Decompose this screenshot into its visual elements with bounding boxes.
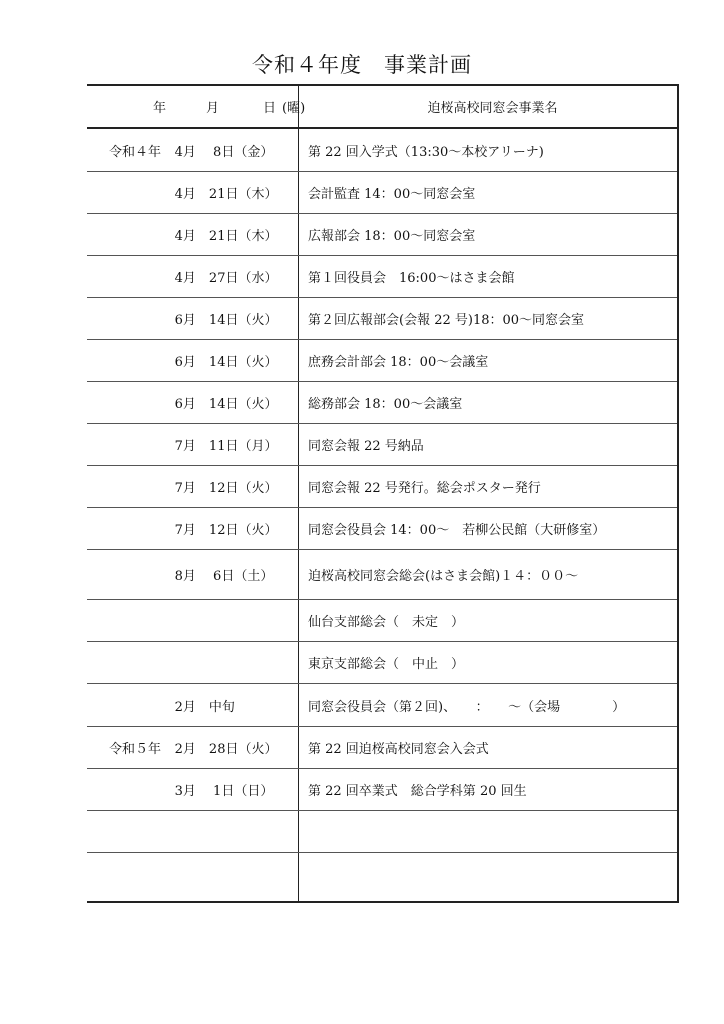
date-cell (87, 424, 299, 465)
date-cell (87, 508, 299, 549)
event-cell: 第 22 回迫桜高校同窓会入会式 (308, 742, 489, 757)
header-day: 日 (263, 101, 277, 116)
table-row (87, 769, 677, 811)
date-cell (87, 214, 299, 255)
header-weekday: (曜) (282, 101, 306, 116)
date-cell (87, 727, 299, 768)
table-row (87, 172, 677, 214)
table-row (87, 214, 677, 256)
event-cell: 東京支部総会（ 中止 ） (308, 657, 465, 672)
header-date-cell (87, 86, 306, 127)
month-day: 2月 中旬 (174, 699, 235, 715)
table-row (87, 382, 677, 424)
table-row (87, 811, 677, 853)
month-day: 6月 14日（火） (174, 397, 278, 412)
event-cell: 迫桜高校同窓会総会(はさま会館)１４：００～ (308, 569, 579, 584)
date-cell (87, 769, 299, 810)
event-cell: 同窓会報 22 号発行。総会ポスター発行 (308, 481, 541, 496)
table-header-row (87, 86, 677, 129)
month-day: 6月 14日（火） (174, 355, 278, 370)
month-day: 3月 1日（日） (174, 784, 274, 799)
event-cell: 同窓会役員会 14：00～ 若柳公民館（大研修室） (308, 523, 606, 538)
schedule-table (87, 84, 679, 903)
table-row (87, 727, 677, 769)
event-cell (299, 811, 677, 852)
month-day: 7月 11日（月） (174, 439, 278, 454)
table-row (87, 550, 677, 600)
date-cell (87, 340, 299, 381)
table-row (87, 684, 677, 727)
month-day: 4月 27日（水） (174, 271, 278, 286)
event-cell: 第１回役員会 16:00～はさま会館 (308, 271, 515, 286)
event-cell: 第 22 回卒業式 総合学科第 20 回生 (308, 784, 527, 799)
event-cell: 同窓会役員会（第２回)、 ： ～（会場 ） (308, 699, 626, 715)
event-cell: 総務部会 18：00～会議室 (308, 397, 463, 412)
document-title: 令和４年度 事業計画 (252, 53, 472, 77)
date-cell (87, 550, 299, 599)
month-day: 2月 28日（火） (174, 742, 278, 757)
month-day: 7月 12日（火） (174, 523, 278, 538)
date-cell (87, 129, 299, 171)
event-cell: 会計監査 14：00～同窓会室 (308, 187, 476, 202)
header-year: 年 (153, 101, 167, 116)
date-cell (87, 642, 299, 683)
event-cell: 広報部会 18：00～同窓会室 (308, 229, 476, 244)
date-cell (87, 600, 299, 641)
era-label: 令和４年 (109, 144, 162, 160)
month-day: 6月 14日（火） (174, 313, 278, 328)
table-row (87, 853, 677, 901)
date-cell (87, 298, 299, 339)
table-row (87, 600, 677, 642)
table-row (87, 424, 677, 466)
date-cell (87, 256, 299, 297)
date-cell (87, 811, 299, 852)
table-row (87, 256, 677, 298)
date-cell (87, 853, 299, 901)
table-row (87, 298, 677, 340)
table-row (87, 508, 677, 550)
date-cell (87, 684, 299, 726)
table-row (87, 466, 677, 508)
event-cell: 庶務会計部会 18：00～会議室 (308, 355, 489, 370)
month-day: 8月 6日（土） (174, 569, 274, 584)
month-day: 7月 12日（火） (174, 481, 278, 496)
event-cell: 第 22 回入学式（13:30～本校アリーナ) (308, 144, 544, 160)
table-row (87, 340, 677, 382)
header-month: 月 (206, 101, 220, 116)
date-cell (87, 466, 299, 507)
date-cell (87, 382, 299, 423)
month-day: 4月 21日（木） (174, 187, 278, 202)
event-cell (299, 853, 677, 901)
month-day: 4月 8日（金） (174, 144, 274, 160)
event-cell: 仙台支部総会（ 未定 ） (308, 615, 465, 630)
month-day: 4月 21日（木） (174, 229, 278, 244)
table-row (87, 129, 677, 172)
table-row (87, 642, 677, 684)
event-cell: 第２回広報部会(会報 22 号)18：00～同窓会室 (308, 313, 585, 328)
event-cell: 同窓会報 22 号納品 (308, 439, 424, 454)
date-cell (87, 172, 299, 213)
era-label: 令和５年 (109, 742, 162, 757)
header-event-cell: 迫桜高校同窓会事業名 (427, 101, 558, 116)
